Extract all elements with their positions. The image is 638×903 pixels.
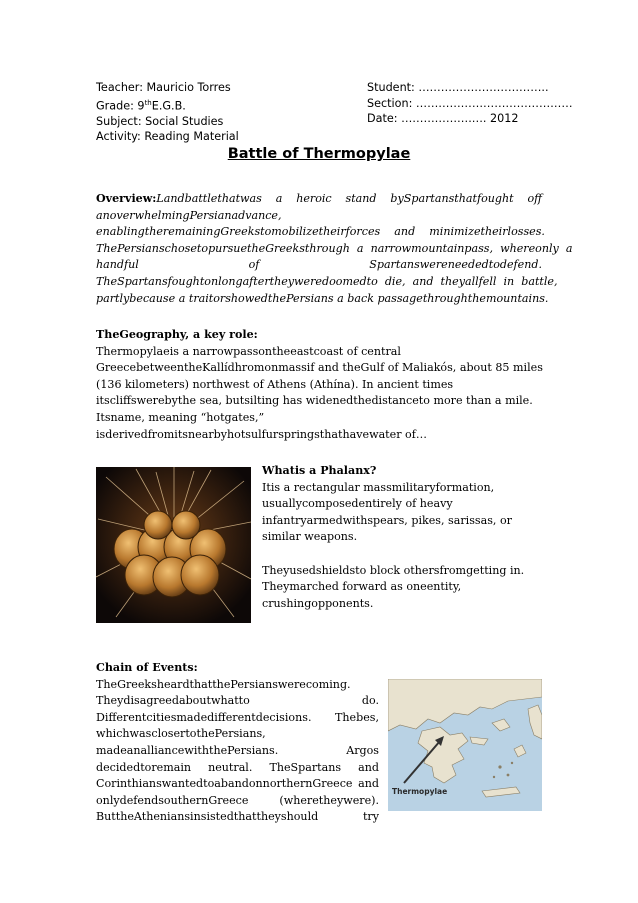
overview-line: partlybecause a traitorshowedthePersians a back passagethroughthemountains. (96, 291, 549, 305)
chain-line (96, 809, 379, 826)
chain-word: whichwasclosertothePersians, (96, 727, 266, 741)
overview-heading: Overview: (96, 192, 157, 205)
chain-word: Differentcitiesmadedifferentdecisions. (96, 710, 312, 724)
chain-line (96, 743, 379, 760)
overview-line: Landbattlethatwas a heroic stand bySpartansthatfought off (156, 192, 542, 205)
overview-line: ThePersianschosetopursuetheGreeksthrough a narrowmountainpass, whereonly a (96, 241, 573, 255)
geography-line: (136 kilometers) northwest of Athens (Athína). In ancient times (96, 377, 454, 391)
overview-line: handful of Spartanswereneededtodefend. (96, 258, 542, 272)
chain-line (96, 677, 379, 694)
geography-heading: TheGeography, a key role: (96, 328, 258, 341)
chain-of-events-section (96, 660, 379, 826)
geography-line: Thermopylaeis a narrowpassontheeastcoast of central (96, 344, 401, 358)
greece-map (388, 679, 542, 811)
grade-prefix: Grade: 9 (96, 99, 145, 113)
map-label: Thermopylae (392, 787, 448, 796)
chain-line (96, 760, 379, 777)
chain-word: TheSpartans (269, 760, 342, 774)
phalanx-line: Theyusedshieldsto block othersfromgetting in. (262, 563, 525, 577)
geography-line: isderivedfromitsnearbyhotsulfurspringsthathavewater of… (96, 427, 427, 441)
chain-word: onlydefendsouthernGreece (96, 793, 249, 807)
geography-section (96, 327, 542, 443)
chain-word: CorinthianswantedtoabandonnorthernGreece (96, 777, 353, 791)
grade-suffix: E.G.B. (151, 99, 186, 113)
section-line: Section: …………………………………… (367, 96, 573, 110)
chain-word: Argos (346, 743, 379, 757)
chain-word: Theydisagreedaboutwhatto (96, 694, 250, 708)
geography-line: GreecebetweentheKallídhromonmassif and theGulf of Maliakós, about 85 miles (96, 361, 543, 375)
chain-word: (wheretheywere). (279, 793, 379, 807)
chain-word: and (358, 777, 379, 791)
chain-line (96, 793, 379, 810)
chain-word: Thebes, (335, 710, 379, 724)
overview-line: anoverwhelmingPersianadvance, (96, 208, 282, 222)
phalanx-line: Itis a rectangular massmilitaryformation, (262, 480, 495, 494)
date-line: Date: ……………….…. 2012 (367, 112, 519, 125)
phalanx-line: Theymarched forward as oneentity, (262, 580, 462, 594)
chain-word: decidedtoremain (96, 760, 192, 774)
chain-word: TheGreeksheardthatthePersianswerecoming. (96, 677, 351, 691)
document-title: Battle of Thermopylae (227, 146, 411, 162)
chain-word: do. (361, 694, 379, 708)
overview-line: TheSpartansfoughtonlongaftertheyweredoomedto die, and theyallfell in battle, (96, 274, 558, 288)
chain-word: neutral. (208, 760, 253, 774)
header-left (96, 80, 239, 145)
phalanx-line: similar weapons. (262, 530, 358, 544)
phalanx-section (262, 463, 552, 612)
student-line: Student: …………………………….. (367, 81, 549, 94)
grade-sup: th (144, 98, 152, 107)
geography-line: Itsname, meaning “hotgates,” (96, 410, 265, 424)
teacher-line: Teacher: Mauricio Torres (96, 81, 231, 94)
chain-word: and (358, 760, 379, 774)
chain-line (96, 693, 379, 710)
activity-line: Activity: Reading Material (96, 130, 239, 144)
chain-line (96, 776, 379, 793)
overview-section (96, 191, 573, 307)
phalanx-line: usuallycomposedentirely of heavy (262, 497, 453, 511)
grade-line (96, 96, 239, 114)
chain-word: try (362, 810, 379, 824)
phalanx-heading: Whatis a Phalanx? (262, 464, 377, 477)
overview-line: enablingtheremainingGreekstomobilizetheirforces and minimizetheirlosses. (96, 225, 545, 239)
phalanx-image (96, 467, 251, 623)
chain-heading: Chain of Events: (96, 661, 198, 674)
geography-line: itscliffswerebythe sea, butsilting has widenedthedistanceto more than a mile. (96, 394, 533, 408)
subject-line: Subject: Social Studies (96, 114, 224, 128)
chain-line (96, 710, 379, 727)
chain-word: ButtheAtheniansinsistedthattheyshould (96, 810, 319, 824)
header-right (367, 80, 573, 127)
chain-line (96, 726, 379, 743)
phalanx-line: crushingopponents. (262, 596, 374, 610)
chain-word: madeanalliancewiththePersians. (96, 743, 279, 757)
phalanx-line: infantryarmedwithspears, pikes, sarissas, or (262, 513, 512, 527)
